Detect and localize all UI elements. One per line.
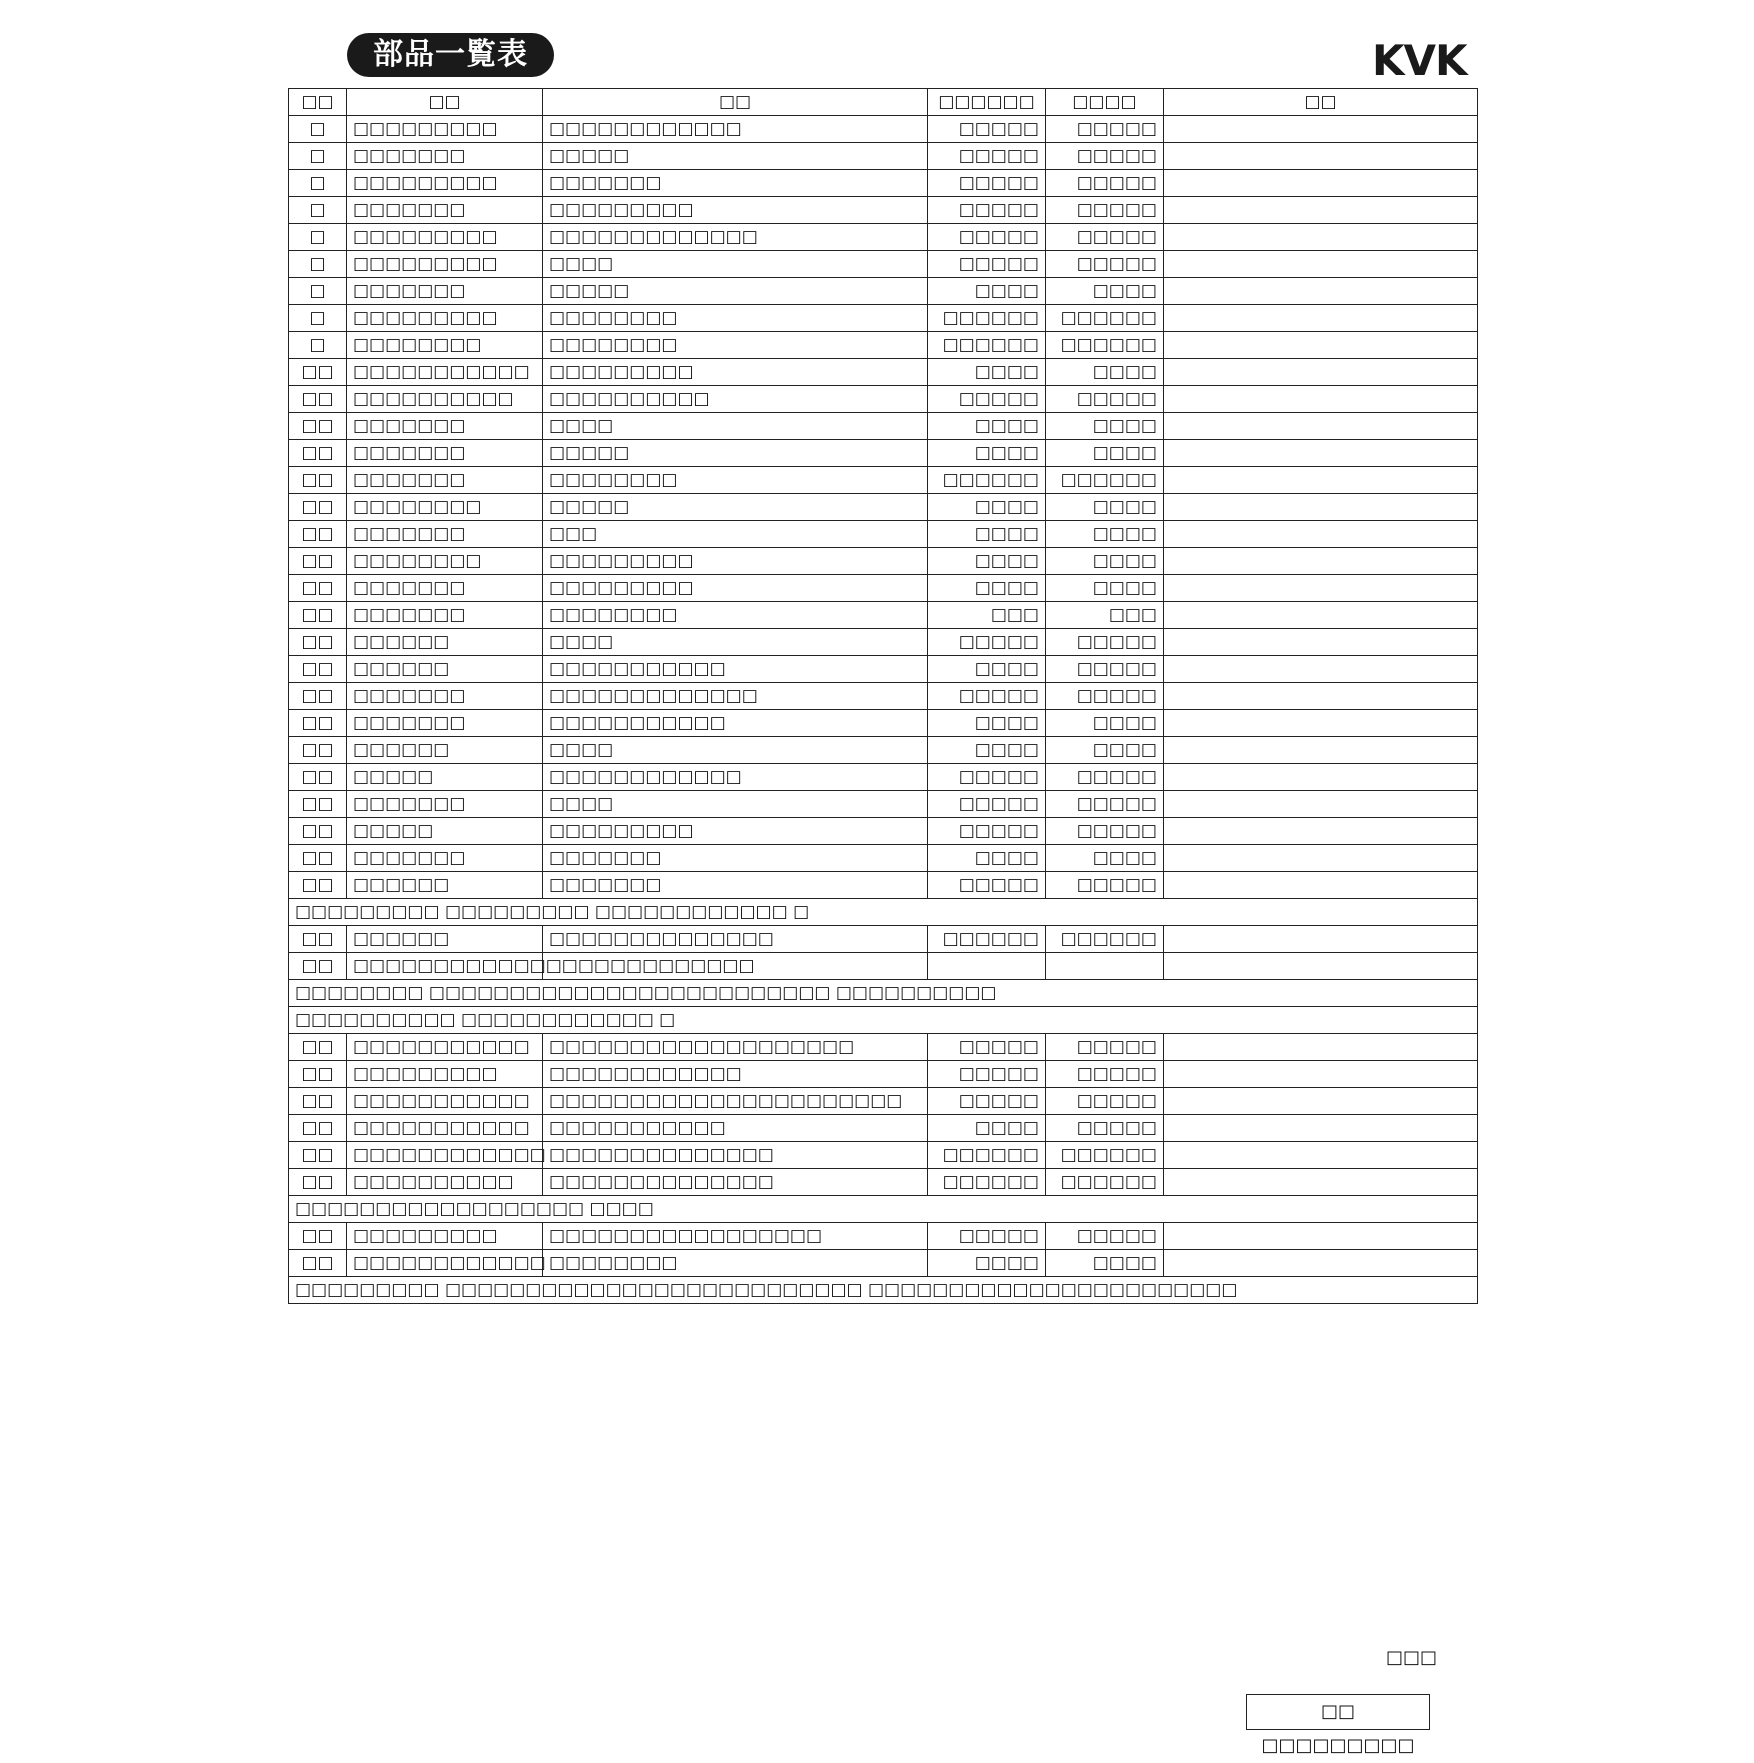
cell-name: □□□□□ xyxy=(543,278,928,305)
cell-price xyxy=(928,953,1046,980)
cell-code: □□□□□□□ xyxy=(347,521,543,548)
cell-price: □□□□ xyxy=(1046,1250,1164,1277)
cell-code: □□□□□□□□ xyxy=(347,494,543,521)
table-row xyxy=(289,494,1478,521)
cell-code: □□□□□□□ xyxy=(347,575,543,602)
cell-code: □□□□□□□□□ xyxy=(347,1223,543,1250)
cell-name: □□□□ xyxy=(543,737,928,764)
cell-no: □□ xyxy=(289,1250,347,1277)
cell-code: □□□□□□□ xyxy=(347,710,543,737)
cell-no: □□ xyxy=(289,548,347,575)
cell-price: □□□□ xyxy=(928,710,1046,737)
cell-code: □□□□□□□ xyxy=(347,278,543,305)
cell-no: □ xyxy=(289,278,347,305)
cell-price: □□□□□□ xyxy=(1046,467,1164,494)
cell-name: □□□□□□□□□□□□□□□□□ xyxy=(543,1223,928,1250)
cell-code: □□□□□□□ xyxy=(347,467,543,494)
table-row xyxy=(289,1115,1478,1142)
cell-note xyxy=(1164,953,1478,980)
cell-name: □□□ xyxy=(543,521,928,548)
section-note: □□□□□□□□□□ □□□□□□□□□□□□ □ xyxy=(289,1007,1478,1034)
table-row xyxy=(289,710,1478,737)
cell-note xyxy=(1164,818,1478,845)
cell-note xyxy=(1164,548,1478,575)
cell-no: □□ xyxy=(289,737,347,764)
table-row xyxy=(289,1061,1478,1088)
cell-no: □□ xyxy=(289,791,347,818)
cell-price: □□□□ xyxy=(1046,278,1164,305)
table-row xyxy=(289,413,1478,440)
table-row xyxy=(289,170,1478,197)
cell-name: □□□□□□□□□ xyxy=(543,359,928,386)
cell-price: □□□□□ xyxy=(928,1223,1046,1250)
cell-price: □□□□□ xyxy=(1046,683,1164,710)
table-row xyxy=(289,1034,1478,1061)
cell-name: □□□□□□□□□□ xyxy=(543,386,928,413)
page-title: 部品一覧表 xyxy=(347,33,554,77)
cell-price: □□□□□ xyxy=(1046,1061,1164,1088)
cell-price: □□□□□□ xyxy=(928,1169,1046,1196)
cell-code: □□□□□□□□ xyxy=(347,332,543,359)
table-row xyxy=(289,980,1478,1007)
cell-code: □□□□□□ xyxy=(347,926,543,953)
cell-price: □□□□ xyxy=(1046,548,1164,575)
cell-code: □□□□□□□ xyxy=(347,791,543,818)
table-row xyxy=(289,521,1478,548)
cell-code: □□□□□□ xyxy=(347,737,543,764)
cell-code: □□□□□□□ xyxy=(347,440,543,467)
table-row xyxy=(289,656,1478,683)
cell-note xyxy=(1164,1088,1478,1115)
table-row xyxy=(289,1250,1478,1277)
cell-no: □ xyxy=(289,305,347,332)
cell-no: □ xyxy=(289,116,347,143)
cell-price: □□□□□ xyxy=(1046,197,1164,224)
table-row xyxy=(289,251,1478,278)
cell-note xyxy=(1164,926,1478,953)
cell-note xyxy=(1164,332,1478,359)
cell-price: □□□□□ xyxy=(1046,872,1164,899)
cell-code: □□□□□□□□□□□□□□□□□□□□□□□□□ xyxy=(347,953,543,980)
column-header: □□ xyxy=(289,89,347,116)
cell-price: □□□□ xyxy=(1046,494,1164,521)
cell-price: □□□□ xyxy=(1046,845,1164,872)
cell-price: □□□□□ xyxy=(1046,1034,1164,1061)
cell-price: □□□□□ xyxy=(928,1088,1046,1115)
table-row xyxy=(289,629,1478,656)
cell-no: □□ xyxy=(289,1034,347,1061)
cell-code: □□□□□□ xyxy=(347,656,543,683)
cell-code: □□□□□□ xyxy=(347,629,543,656)
cell-note xyxy=(1164,1142,1478,1169)
cell-price: □□□□ xyxy=(928,521,1046,548)
cell-name: □□□□□□□□□□□□□□ xyxy=(543,926,928,953)
table-row xyxy=(289,1142,1478,1169)
cell-price: □□□□□□ xyxy=(928,332,1046,359)
cell-no: □□ xyxy=(289,629,347,656)
cell-price: □□□□□ xyxy=(1046,1115,1164,1142)
cell-no: □□ xyxy=(289,1142,347,1169)
table-row xyxy=(289,845,1478,872)
cell-no: □□ xyxy=(289,386,347,413)
cell-note xyxy=(1164,224,1478,251)
cell-price: □□□□□ xyxy=(928,386,1046,413)
cell-code: □□□□□□□□ xyxy=(347,548,543,575)
cell-price: □□□□□ xyxy=(1046,1088,1164,1115)
table-row xyxy=(289,737,1478,764)
table-row xyxy=(289,440,1478,467)
cell-code: □□□□□□□ xyxy=(347,683,543,710)
cell-price: □□□□□ xyxy=(928,818,1046,845)
cell-code: □□□□□□□□□□□ xyxy=(347,359,543,386)
column-header: □□ xyxy=(543,89,928,116)
cell-note xyxy=(1164,575,1478,602)
cell-price: □□□□□ xyxy=(1046,656,1164,683)
section-note: □□□□□□□□ □□□□□□□□□□□□□□□□□□□□□□□□□ □□□□□□□□□□ xyxy=(289,980,1478,1007)
cell-code: □□□□□□ xyxy=(347,872,543,899)
table-body xyxy=(289,116,1478,1304)
cell-note xyxy=(1164,440,1478,467)
cell-price: □□□□□ xyxy=(928,116,1046,143)
cell-name: □□□□□□□□□□□ xyxy=(543,1115,928,1142)
table-row xyxy=(289,683,1478,710)
cell-price: □□□□□□ xyxy=(928,1142,1046,1169)
cell-no: □□ xyxy=(289,953,347,980)
cell-price: □□□ xyxy=(928,602,1046,629)
cell-code: □□□□□□□□□ xyxy=(347,1061,543,1088)
cell-note xyxy=(1164,629,1478,656)
cell-no: □□ xyxy=(289,656,347,683)
cell-no: □□ xyxy=(289,467,347,494)
cell-no: □□ xyxy=(289,926,347,953)
cell-price: □□□□□ xyxy=(1046,116,1164,143)
cell-no: □ xyxy=(289,224,347,251)
cell-price: □□□□□ xyxy=(1046,143,1164,170)
cell-price: □□□□□ xyxy=(928,629,1046,656)
cell-name: □□□□□□□□□□□□ xyxy=(543,116,928,143)
cell-name: □□□□□□□□□□□□ xyxy=(543,764,928,791)
cell-code: □□□□□□□ xyxy=(347,413,543,440)
cell-name: □□□□□□□ xyxy=(543,845,928,872)
cell-price: □□□□□□ xyxy=(928,926,1046,953)
document-code: □□ □□□□□□□□□ xyxy=(1246,1694,1430,1730)
cell-note xyxy=(1164,710,1478,737)
section-note: □□□□□□□□□ □□□□□□□□□ □□□□□□□□□□□□ □ xyxy=(289,899,1478,926)
cell-price: □□□□□□ xyxy=(1046,926,1164,953)
table-row xyxy=(289,818,1478,845)
cell-no: □□ xyxy=(289,845,347,872)
cell-note xyxy=(1164,197,1478,224)
cell-price: □□□□□ xyxy=(928,170,1046,197)
cell-no: □□ xyxy=(289,494,347,521)
brand-logo: KVK xyxy=(1372,36,1467,85)
cell-no: □□ xyxy=(289,1061,347,1088)
cell-code: □□□□□ xyxy=(347,818,543,845)
cell-note xyxy=(1164,845,1478,872)
cell-code: □□□□□ xyxy=(347,764,543,791)
cell-name: □□□□ xyxy=(543,791,928,818)
cell-note xyxy=(1164,386,1478,413)
cell-price: □□□ xyxy=(1046,602,1164,629)
cell-code: □□□□□□□ xyxy=(347,197,543,224)
cell-price: □□□□ xyxy=(1046,359,1164,386)
table-row xyxy=(289,386,1478,413)
cell-price: □□□□ xyxy=(928,494,1046,521)
cell-note xyxy=(1164,359,1478,386)
cell-no: □□ xyxy=(289,1115,347,1142)
cell-price: □□□□□□ xyxy=(1046,332,1164,359)
cell-price: □□□□ xyxy=(928,440,1046,467)
cell-note xyxy=(1164,1250,1478,1277)
cell-note xyxy=(1164,602,1478,629)
cell-name: □□□□ xyxy=(543,629,928,656)
cell-no: □□ xyxy=(289,764,347,791)
cell-code: □□□□□□□□□ xyxy=(347,305,543,332)
cell-note xyxy=(1164,1061,1478,1088)
cell-price: □□□□ xyxy=(928,413,1046,440)
cell-price: □□□□□ xyxy=(1046,386,1164,413)
cell-name: □□□□□□□□ xyxy=(543,467,928,494)
column-header: □□□□□□ xyxy=(928,89,1046,116)
table-row xyxy=(289,1277,1478,1304)
cell-name: □□□□□□□□□□□□□ xyxy=(543,224,928,251)
cell-code: □□□□□□□ xyxy=(347,143,543,170)
cell-no: □□ xyxy=(289,413,347,440)
cell-note xyxy=(1164,170,1478,197)
cell-code: □□□□□□□□□ xyxy=(347,170,543,197)
cell-name: □□□□□ xyxy=(543,143,928,170)
cell-price: □□□□□□ xyxy=(1046,305,1164,332)
cell-name: □□□□□□□□□□□ xyxy=(543,710,928,737)
cell-note xyxy=(1164,413,1478,440)
table-row xyxy=(289,926,1478,953)
cell-note xyxy=(1164,1169,1478,1196)
table-row xyxy=(289,467,1478,494)
cell-price: □□□□□ xyxy=(928,791,1046,818)
cell-name: □□□□□□□□□ xyxy=(543,548,928,575)
table-row xyxy=(289,1196,1478,1223)
cell-price: □□□□ xyxy=(928,845,1046,872)
cell-price: □□□□□ xyxy=(1046,251,1164,278)
cell-price: □□□□□□ xyxy=(1046,1142,1164,1169)
cell-note xyxy=(1164,656,1478,683)
cell-price: □□□□ xyxy=(928,575,1046,602)
table-row xyxy=(289,197,1478,224)
cell-note xyxy=(1164,683,1478,710)
cell-note xyxy=(1164,872,1478,899)
cell-price: □□□□□ xyxy=(928,683,1046,710)
cell-price: □□□□□□ xyxy=(1046,1169,1164,1196)
table-row xyxy=(289,224,1478,251)
cell-note xyxy=(1164,251,1478,278)
cell-price: □□□□ xyxy=(928,1115,1046,1142)
cell-price: □□□□ xyxy=(928,548,1046,575)
cell-no: □ xyxy=(289,170,347,197)
cell-code: □□□□□□□□□□ xyxy=(347,1169,543,1196)
cell-name: □□□□ xyxy=(543,413,928,440)
cell-note xyxy=(1164,467,1478,494)
cell-no: □□ xyxy=(289,872,347,899)
cell-name: □□□□□□□□□ xyxy=(543,575,928,602)
cell-no: □□ xyxy=(289,1088,347,1115)
cell-name: □□□□□□□□□□□□□□ xyxy=(543,1142,928,1169)
table-row xyxy=(289,1223,1478,1250)
cell-price: □□□□□ xyxy=(1046,764,1164,791)
cell-price: □□□□ xyxy=(1046,521,1164,548)
cell-price: □□□□□ xyxy=(1046,224,1164,251)
cell-no: □ xyxy=(289,197,347,224)
cell-price: □□□□□ xyxy=(928,251,1046,278)
table-row xyxy=(289,1169,1478,1196)
section-note: □□□□□□□□□ □□□□□□□□□□□□□□□□□□□□□□□□□□ □□□□□□□□□□□□□□□□□□□□□□□ xyxy=(289,1277,1478,1304)
cell-note xyxy=(1164,278,1478,305)
cell-price: □□□□□ xyxy=(928,872,1046,899)
cell-no: □□ xyxy=(289,818,347,845)
page-number: □□□ xyxy=(1386,1647,1438,1668)
cell-name: □□□□□□□□□ xyxy=(543,197,928,224)
cell-price: □□□□ xyxy=(1046,440,1164,467)
table-row xyxy=(289,1007,1478,1034)
cell-name: □□□□□□□□□□□□□□□□□□□ xyxy=(543,1034,928,1061)
cell-price: □□□□ xyxy=(1046,413,1164,440)
cell-name: □□□□□□□□□□□□□ xyxy=(543,683,928,710)
cell-name: □□□□□□□□□□□□ xyxy=(543,1061,928,1088)
cell-note xyxy=(1164,791,1478,818)
cell-code: □□□□□□□□□□ xyxy=(347,386,543,413)
cell-code: □□□□□□□□□ xyxy=(347,224,543,251)
cell-name: □□□□□□□ xyxy=(543,872,928,899)
cell-no: □□ xyxy=(289,683,347,710)
cell-price: □□□□□□ xyxy=(928,467,1046,494)
table-row xyxy=(289,305,1478,332)
cell-price: □□□□ xyxy=(928,359,1046,386)
cell-name: □□□□□□□□□□□□□□□□□□□□□□ xyxy=(543,1088,928,1115)
cell-price xyxy=(1046,953,1164,980)
cell-no: □ xyxy=(289,251,347,278)
cell-name: □□□□ xyxy=(543,251,928,278)
parts-table xyxy=(288,88,1478,1304)
cell-price: □□□□□ xyxy=(1046,818,1164,845)
cell-note xyxy=(1164,494,1478,521)
cell-name: □□□□□ xyxy=(543,440,928,467)
table-row xyxy=(289,791,1478,818)
cell-price: □□□□ xyxy=(1046,737,1164,764)
cell-name: □□□□□ xyxy=(543,494,928,521)
cell-price: □□□□ xyxy=(928,737,1046,764)
cell-code: □□□□□□□□□□□□ xyxy=(347,1250,543,1277)
cell-code: □□□□□□□□□□□ xyxy=(347,1034,543,1061)
column-header: □□ xyxy=(1164,89,1478,116)
cell-no: □□ xyxy=(289,575,347,602)
cell-name: □□□□□□□□ xyxy=(543,1250,928,1277)
table-row xyxy=(289,143,1478,170)
cell-code: □□□□□□□□□ xyxy=(347,251,543,278)
table-row xyxy=(289,872,1478,899)
cell-name: □□□□□□□□□□□□□□ xyxy=(543,1169,928,1196)
cell-price: □□□□□ xyxy=(1046,629,1164,656)
table-row xyxy=(289,1088,1478,1115)
cell-no: □□ xyxy=(289,440,347,467)
column-header: □□□□ xyxy=(1046,89,1164,116)
cell-price: □□□□□ xyxy=(1046,791,1164,818)
cell-name: □□□□□□□ xyxy=(543,170,928,197)
cell-note xyxy=(1164,521,1478,548)
cell-price: □□□□□ xyxy=(928,197,1046,224)
cell-code: □□□□□□□□□□□ xyxy=(347,1088,543,1115)
cell-note xyxy=(1164,116,1478,143)
table-row xyxy=(289,359,1478,386)
table-header-row xyxy=(289,89,1478,116)
cell-note xyxy=(1164,1034,1478,1061)
cell-name: □□□□□□□□ xyxy=(543,602,928,629)
table-row xyxy=(289,602,1478,629)
cell-no: □□ xyxy=(289,602,347,629)
cell-price: □□□□□□ xyxy=(928,305,1046,332)
cell-price: □□□□ xyxy=(928,1250,1046,1277)
cell-price: □□□□□ xyxy=(1046,1223,1164,1250)
cell-no: □□ xyxy=(289,359,347,386)
cell-no: □□ xyxy=(289,710,347,737)
cell-price: □□□□□ xyxy=(1046,170,1164,197)
cell-name: □□□□□□□□ xyxy=(543,332,928,359)
cell-code: □□□□□□□ xyxy=(347,602,543,629)
table-row xyxy=(289,575,1478,602)
cell-no: □ xyxy=(289,143,347,170)
cell-price: □□□□□ xyxy=(928,764,1046,791)
cell-price: □□□□□ xyxy=(928,1034,1046,1061)
cell-code: □□□□□□□□□ xyxy=(347,116,543,143)
cell-note xyxy=(1164,1115,1478,1142)
cell-no: □□ xyxy=(289,521,347,548)
cell-note xyxy=(1164,1223,1478,1250)
cell-code: □□□□□□□□□□□□ xyxy=(347,1142,543,1169)
cell-code: □□□□□□□ xyxy=(347,845,543,872)
cell-price: □□□□ xyxy=(1046,710,1164,737)
cell-note xyxy=(1164,305,1478,332)
table-row xyxy=(289,332,1478,359)
table-row xyxy=(289,899,1478,926)
cell-no: □□ xyxy=(289,1169,347,1196)
cell-name: □□□□□□□□□□□ xyxy=(543,656,928,683)
cell-price: □□□□ xyxy=(928,656,1046,683)
cell-no: □□ xyxy=(289,1223,347,1250)
cell-note xyxy=(1164,143,1478,170)
cell-name: □□□□□□□□ xyxy=(543,305,928,332)
cell-price: □□□□□ xyxy=(928,1061,1046,1088)
cell-price: □□□□□ xyxy=(928,224,1046,251)
table-row xyxy=(289,953,1478,980)
cell-price: □□□□ xyxy=(1046,575,1164,602)
cell-no: □ xyxy=(289,332,347,359)
cell-name: □□□□□□□□□ xyxy=(543,818,928,845)
cell-note xyxy=(1164,737,1478,764)
table-row xyxy=(289,548,1478,575)
table-row xyxy=(289,278,1478,305)
cell-note xyxy=(1164,764,1478,791)
cell-code: □□□□□□□□□□□ xyxy=(347,1115,543,1142)
table-row xyxy=(289,116,1478,143)
cell-price: □□□□ xyxy=(928,278,1046,305)
column-header: □□ xyxy=(347,89,543,116)
cell-price: □□□□□ xyxy=(928,143,1046,170)
section-note: □□□□□□□□□□□□□□□□□□ □□□□ xyxy=(289,1196,1478,1223)
table-row xyxy=(289,764,1478,791)
